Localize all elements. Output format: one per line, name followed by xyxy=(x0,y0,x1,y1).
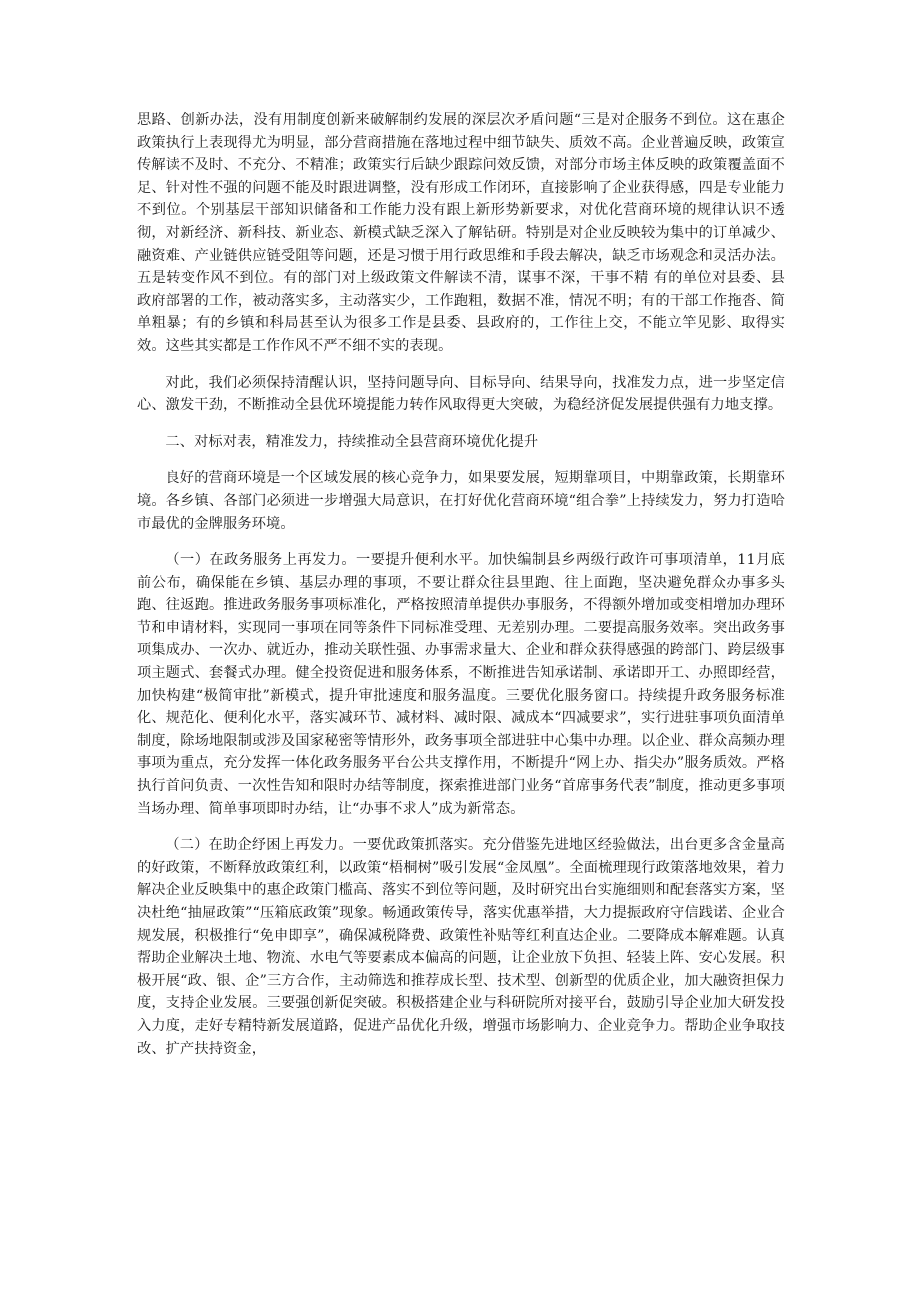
section-heading-2: 二、对标对表，精准发力，持续推动全县营商环境优化提升 xyxy=(165,433,539,450)
paragraph-1: 思路、创新办法，没有用制度创新来破解制约发展的深层次矛盾问题“三是对企服务不到位。这在惠企政策执行上表现得尤为明显，部分营商措施在落地过程中细节缺失、质效不高。企业普遍反映，政策宣传解读不及时、不充分、不精准；政策实行后缺少跟踪问效反馈，对部分市场主体反映的政策覆盖面不足、针对性不强的问题不能及时跟进调整，没有形成工作闭环，直接影响了企业获得感，四是专业能力不到位。个别基层干部知识储备和工作能力没有跟上新形势新要求，对优化营商环境的规律认识不透彻，对新经济、新科技、新业态、新模式缺乏深入了解钻研。特别是对企业反映较为集中的订单减少、融资难、产业链供应链受阻等问题，还是习惯于用行政思维和手段去解决，缺乏市场观念和灵活办法。五是转变作风不到位。有的部门对上级政策文件解读不清，谋事不深，干事不精 有的单位对县委、县政府部署的工作，被动落实多，主动落实少，工作跑粗，数据不准，情况不明；有的干部工作拖沓、简单粗暴；有的乡镇和科局甚至认为很多工作是县委、县政府的，工作往上交，不能立竿见影、取得实效。这些其实都是工作作风不严不细不实的表现。 xyxy=(137,112,785,354)
paragraph-4: （一）在政务服务上再发力。一要提升便利水平。加快编制县乡两级行政许可事项清单，11月底前公布，确保能在乡镇、基层办理的事项，不要让群众往县里跑、往上面跑，坚决避免群众办事多头跑、往返跑。推进政务服务事项标准化，严格按照清单提供办事服务，不得额外增加或变相增加办理环节和申请材料，实现同一事项在同等条件下同标准受理、无差别办理。二要提高服务效率。突出政务事项集成办、一次办、就近办，推动关联性强、办事需求量大、企业和群众获得感强的跨部门、跨层级事项主题式、套餐式办理。健全投资促进和服务体系，不断推进告知承诺制、承诺即开工、办照即经营，加快构建“极简审批”新模式，提升审批速度和服务温度。三要优化服务窗口。持续提升政务服务标准化、规范化、便利化水平，落实减环节、减材料、减时限、减成本“四减要求”，实行进驻事项负面清单制度，除场地限制或涉及国家秘密等情形外，政务事项全部进驻中心集中办理。以企业、群众高频办理事项为重点，充分发挥一体化政务服务平台公共支撑作用，不断提升“网上办、指尖办”服务质效。严格执行首问负责、一次性告知和限时办结等制度，探索推进部门业务“首席事务代表”制度，推动更多事项当场办理、简单事项即时办结，让“办事不求人”成为新常态。 xyxy=(137,552,785,817)
paragraph-2: 对此，我们必须保持清醒认识，坚持问题导向、目标导向、结果导向，找准发力点，进一步坚定信心、激发干劲，不断推动全县优环境提能力转作风取得更大突破，为稳经济促发展提供强有力地支撑。 xyxy=(137,374,785,414)
document-page xyxy=(137,109,785,1060)
paragraph-3: 良好的营商环境是一个区域发展的核心竞争力，如果要发展，短期靠项目，中期靠政策，长期靠环境。各乡镇、各部门必须进一步增强大局意识，在打好优化营商环境“组合拳”上持续发力，努力打造哈市最优的金牌服务环境。 xyxy=(137,470,785,532)
paragraph-5: （二）在助企纾困上再发力。一要优政策抓落实。充分借鉴先进地区经验做法，出台更多含金量高的好政策，不断释放政策红利，以政策“梧桐树”吸引发展“金凤凰”。全面梳理现行政策落地效果，着力解决企业反映集中的惠企政策门槛高、落实不到位等问题，及时研究出台实施细则和配套落实方案，坚决杜绝“抽屉政策”“压箱底政策”现象。畅通政策传导，落实优惠举措，大力提振政府守信践诺、企业合规发展，积极推行“免申即享”，确保减税降费、政策性补贴等红利直达企业。二要降成本解难题。认真帮助企业解决土地、物流、水电气等要素成本偏高的问题，让企业放下负担、轻装上阵、安心发展。积极开展“政、银、企”三方合作，主动筛选和推荐成长型、技术型、创新型的优质企业，加大融资担保力度，支持企业发展。三要强创新促突破。积极搭建企业与科研院所对接平台，鼓励引导企业加大研发投入力度，走好专精特新发展道路，促进产品优化升级，增强市场影响力、企业竞争力。帮助企业争取技改、扩产扶持资金， xyxy=(137,837,785,1057)
